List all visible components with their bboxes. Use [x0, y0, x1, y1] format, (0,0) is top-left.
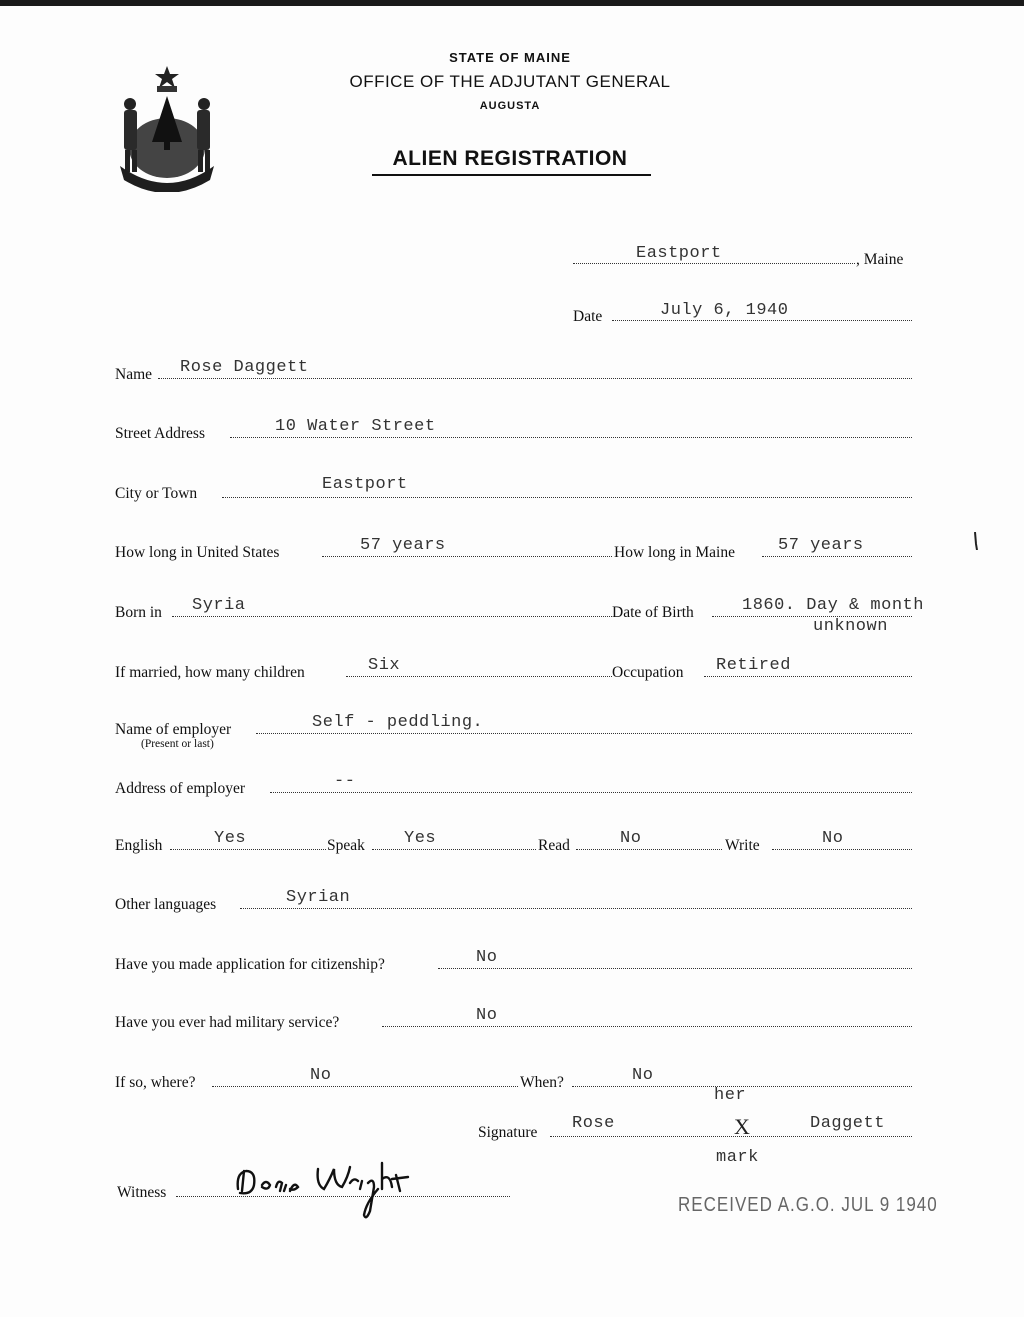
english-value: Yes	[214, 829, 247, 848]
witness-label: Witness	[117, 1184, 167, 1201]
military-line	[382, 1026, 912, 1027]
born-in-value: Syria	[192, 596, 246, 615]
city-heading: AUGUSTA	[479, 100, 541, 112]
employer-address-label: Address of employer	[115, 780, 245, 797]
employer-line	[256, 733, 912, 734]
write-label: Write	[725, 837, 760, 854]
place-line	[573, 263, 855, 264]
where-value: No	[310, 1066, 332, 1085]
maine-label: , Maine	[856, 251, 904, 268]
office-heading: OFFICE OF THE ADJUTANT GENERAL	[349, 72, 671, 91]
signature-mark: mark	[716, 1148, 759, 1167]
write-value: No	[822, 829, 844, 848]
name-label: Name	[115, 366, 153, 383]
form-title: ALIEN REGISTRATION	[392, 147, 628, 170]
street-label: Street Address	[115, 425, 205, 442]
how-long-us-line	[322, 556, 612, 557]
date-value: July 6, 1940	[660, 301, 789, 320]
citizenship-value: No	[476, 948, 498, 967]
dob-value-cont: unknown	[813, 617, 888, 636]
city-line	[222, 497, 912, 498]
maine-seal-icon	[112, 62, 222, 192]
name-value: Rose Daggett	[180, 358, 309, 377]
english-label: English	[115, 837, 163, 854]
city-label: City or Town	[115, 485, 198, 502]
signature-first: Rose	[572, 1114, 615, 1133]
read-line	[576, 849, 722, 850]
top-border	[0, 0, 1024, 6]
when-label: When?	[520, 1074, 564, 1091]
signature-line	[550, 1136, 912, 1137]
children-line	[346, 676, 612, 677]
citizenship-label: Have you made application for citizenship?	[115, 956, 385, 973]
occupation-label: Occupation	[612, 664, 684, 681]
speak-label: Speak	[327, 837, 365, 854]
employer-note: (Present or last)	[141, 738, 214, 750]
english-line	[170, 849, 326, 850]
military-value: No	[476, 1006, 498, 1025]
place-value: Eastport	[636, 244, 722, 263]
born-in-line	[172, 616, 612, 617]
when-value: No	[632, 1066, 654, 1085]
occupation-value: Retired	[716, 656, 791, 675]
signature-last: Daggett	[810, 1114, 885, 1133]
dob-value: 1860. Day & month	[742, 596, 924, 615]
how-long-maine-label: How long in Maine	[614, 544, 735, 561]
street-line	[230, 437, 912, 438]
other-languages-line	[240, 908, 912, 909]
employer-address-value: --	[334, 772, 356, 791]
write-line	[772, 849, 912, 850]
where-line	[212, 1086, 518, 1087]
employer-label: Name of employer	[115, 721, 232, 738]
children-label: If married, how many children	[115, 664, 305, 681]
other-languages-label: Other languages	[115, 896, 217, 913]
read-label: Read	[538, 837, 570, 854]
signature-mark-glyph: X	[734, 1114, 751, 1139]
born-in-label: Born in	[115, 604, 162, 621]
title-underline	[372, 174, 651, 176]
how-long-maine-line	[762, 556, 912, 557]
signature-her: her	[714, 1086, 747, 1105]
how-long-maine-value: 57 years	[778, 536, 864, 555]
date-label: Date	[573, 308, 603, 325]
children-value: Six	[368, 656, 401, 675]
street-value: 10 Water Street	[275, 417, 436, 436]
speak-line	[372, 849, 536, 850]
name-line	[158, 378, 912, 379]
state-heading: STATE OF MAINE	[449, 50, 571, 65]
other-languages-value: Syrian	[286, 888, 351, 907]
employer-address-line	[270, 792, 912, 793]
employer-value: Self - peddling.	[312, 713, 484, 732]
date-line	[612, 320, 912, 321]
city-value: Eastport	[322, 475, 408, 494]
how-long-us-label: How long in United States	[115, 544, 280, 561]
signature-label: Signature	[478, 1124, 538, 1141]
military-label: Have you ever had military service?	[115, 1014, 340, 1031]
dob-label: Date of Birth	[612, 604, 694, 621]
speak-value: Yes	[404, 829, 437, 848]
witness-signature-image	[232, 1155, 422, 1225]
occupation-line	[704, 676, 912, 677]
received-stamp: RECEIVED A.G.O. JUL 9 1940	[678, 1193, 938, 1216]
read-value: No	[620, 829, 642, 848]
how-long-us-value: 57 years	[360, 536, 446, 555]
where-label: If so, where?	[115, 1074, 196, 1091]
citizenship-line	[438, 968, 912, 969]
margin-mark	[974, 532, 978, 550]
